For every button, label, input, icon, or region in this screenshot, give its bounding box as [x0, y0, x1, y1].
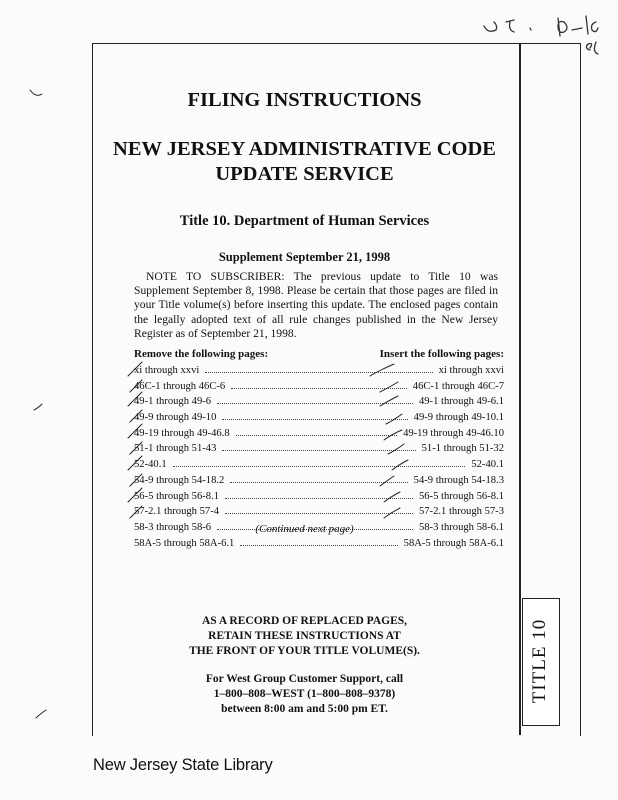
customer-support: [92, 672, 517, 716]
support-line3: between 8:00 am and 5:00 pm ET.: [221, 702, 388, 715]
insert-cell: 56-5 through 56-8.1: [418, 490, 504, 502]
title-tab-label: TITLE 10: [529, 618, 550, 704]
remove-cell: 46C-1 through 46C-6: [134, 380, 226, 392]
support-line2: 1–800–808–WEST (1–800–808–9378): [213, 687, 396, 700]
table-row: [134, 473, 504, 489]
leader-dots: [240, 536, 397, 546]
subscriber-note: NOTE TO SUBSCRIBER: The previous update to Title 10 was Supplement September 8, 1998. Please be certain that those pages are filed in your Title volume(s) before inserting this update. The enclosed pages contain the legally adopted text of all rule changes published in the New Jersey Register as of September 21, 1998.: [134, 270, 498, 340]
library-stamp: New Jersey State Library: [93, 756, 273, 774]
insert-cell: 51-1 through 51-32: [421, 443, 504, 455]
record-line1: AS A RECORD OF REPLACED PAGES,: [201, 615, 408, 627]
remove-cell: 51-1 through 51-43: [134, 443, 217, 455]
table-row: [134, 410, 504, 426]
leader-dots: [205, 363, 432, 373]
insert-cell: 49-1 through 49-6.1: [418, 396, 504, 408]
insert-cell: 52-40.1: [471, 459, 504, 471]
table-row: [134, 457, 504, 473]
leader-dots: [217, 394, 413, 404]
insert-cell: 49-9 through 49-10.1: [413, 412, 504, 424]
remove-cell: 49-1 through 49-6: [134, 396, 212, 408]
code-heading: [92, 137, 517, 187]
table-row: [134, 489, 504, 505]
insert-cell: 46C-1 through 46C-7: [412, 380, 504, 392]
leader-dots: [222, 410, 407, 420]
remove-cell: 49-19 through 49-46.8: [134, 427, 230, 439]
leader-dots: [222, 441, 415, 451]
insert-cell: 57-2.1 through 57-3: [418, 506, 504, 518]
spine-rule: [519, 43, 521, 735]
record-line2: RETAIN THESE INSTRUCTIONS AT: [208, 629, 401, 642]
table-row: [134, 379, 504, 395]
insert-header: Insert the following pages:: [379, 348, 504, 360]
remove-cell: 56-5 through 56-8.1: [134, 490, 220, 502]
leader-dots: [236, 426, 397, 436]
code-heading-line2: UPDATE SERVICE: [215, 163, 394, 185]
support-line1: For West Group Customer Support, call: [205, 673, 404, 685]
remove-header: Remove the following pages:: [134, 348, 269, 360]
remove-cell: xi through xxvi: [134, 365, 200, 376]
code-heading-line1: NEW JERSEY ADMINISTRATIVE CODE: [113, 138, 496, 160]
handwriting-svg: [470, 8, 618, 66]
remove-cell: 49-9 through 49-10: [134, 412, 217, 424]
table-row: [134, 394, 504, 410]
record-line3: THE FRONT OF YOUR TITLE VOLUME(S).: [189, 644, 420, 657]
table-row: [134, 536, 504, 552]
remove-cell: 54-9 through 54-18.2: [134, 474, 225, 486]
page-title: FILING INSTRUCTIONS: [187, 89, 422, 111]
table-row: [134, 363, 504, 379]
insert-cell: 54-9 through 54-18.3: [413, 474, 504, 486]
insert-cell: 58-3 through 58-6.1: [418, 521, 504, 533]
record-instructions: [92, 614, 517, 658]
remove-cell: 57-2.1 through 57-4: [134, 506, 220, 518]
supplement-date: Supplement September 21, 1998: [218, 250, 391, 264]
table-headers: [134, 348, 504, 360]
leader-dots: [225, 489, 413, 499]
leader-dots: [231, 379, 407, 389]
insert-cell: 58A-5 through 58A-6.1: [403, 537, 504, 549]
leader-dots: [230, 473, 407, 483]
remove-cell: 58-3 through 58-6: [134, 521, 212, 533]
leader-dots: [225, 504, 413, 514]
table-row: [134, 426, 504, 442]
title-line: Title 10. Department of Human Services: [179, 213, 430, 229]
insert-cell: xi through xxvi: [438, 365, 504, 376]
continued-note: (Continued next page): [255, 523, 354, 535]
handwritten-date-note: [470, 8, 618, 66]
remove-cell: 58A-5 through 58A-6.1: [134, 537, 235, 549]
remove-cell: 52-40.1: [134, 459, 167, 471]
leader-dots: [173, 457, 466, 467]
table-row: [134, 441, 504, 457]
table-row: [134, 504, 504, 520]
insert-cell: 49-19 through 49-46.10: [403, 427, 504, 439]
